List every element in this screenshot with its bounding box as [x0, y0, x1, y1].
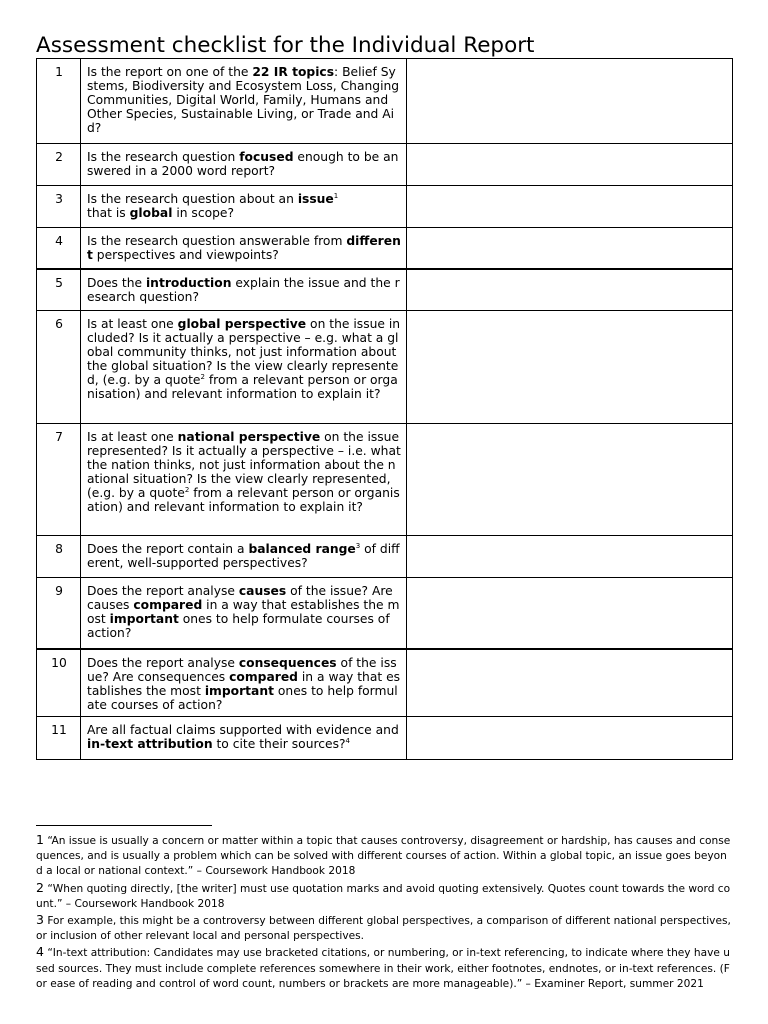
- check-response-cell[interactable]: [407, 144, 733, 186]
- checklist-row: [37, 536, 733, 578]
- footnote: [36, 944, 732, 992]
- page-title: Assessment checklist for the Individual Report: [36, 33, 535, 58]
- check-response-cell[interactable]: [407, 536, 733, 578]
- question-text: Does the: [87, 275, 146, 290]
- question-emphasis: 22 IR topics: [252, 65, 335, 79]
- item-question: [81, 228, 407, 269]
- item-question: [81, 578, 407, 649]
- question-emphasis: balanced range: [248, 542, 356, 556]
- question-text: Is at least one: [87, 317, 178, 331]
- item-number: 8: [37, 536, 81, 578]
- check-response-cell[interactable]: [407, 578, 733, 649]
- question-text: that is: [87, 206, 130, 221]
- footnote-text: “In-text attribution: Candidates may use bracketed citations, or numbering, or in-text referencing, to indicate where they have used sources. They must include complete references somewhere in their work, either footnotes, endnotes, or in-text references. (For ease of reading and control of word count, numbers or brackets are more manageable).” – Examiner Report, summer 2021: [36, 947, 731, 990]
- question-text: of different, well-supported perspectives?: [87, 542, 400, 571]
- footnote-text: “When quoting directly, [the writer] must use quotation marks and avoid quoting extensively. Quotes count towards the word count.” – Coursework Handbook 2018: [36, 882, 731, 910]
- footnote-number: 2: [36, 879, 44, 895]
- item-number: 2: [37, 144, 81, 186]
- question-emphasis: in-text attribution: [87, 737, 213, 752]
- question-text: from a relevant person or organisation) and relevant information to explain it?: [87, 373, 398, 402]
- footnote-ref: 3: [355, 542, 361, 550]
- checklist-row: [37, 269, 733, 311]
- checklist-row: [37, 59, 733, 144]
- item-question: [81, 269, 407, 311]
- item-question: [81, 424, 407, 536]
- item-question: [81, 144, 407, 186]
- item-number: 10: [37, 649, 81, 717]
- question-text: Does the report contain a: [87, 542, 249, 556]
- question-text: to cite their sources?: [212, 737, 346, 752]
- question-text: Is the research question answerable from: [87, 234, 347, 248]
- question-emphasis: focused: [239, 150, 294, 164]
- question-text: on the issue included? Is it actually a perspective – e.g. what a global community thinks, not just information about the global situation? Is the view clearly represented, (e.g. by a quote: [87, 317, 401, 388]
- question-text: Is the research question about an: [87, 192, 298, 206]
- item-number: 7: [37, 424, 81, 536]
- item-question: [81, 186, 407, 228]
- item-number: 3: [37, 186, 81, 228]
- question-text: from a relevant person or organisation) and relevant information to explain it?: [87, 486, 400, 515]
- question-emphasis: issue: [297, 192, 334, 206]
- item-question: [81, 536, 407, 578]
- question-emphasis: important: [109, 612, 179, 627]
- question-emphasis: global: [129, 206, 173, 221]
- question-text: Is the research question: [87, 150, 240, 164]
- check-response-cell[interactable]: [407, 311, 733, 424]
- footnote-number: 3: [36, 912, 44, 928]
- question-text: in a way that establishes the most: [87, 669, 401, 698]
- check-response-cell[interactable]: [407, 59, 733, 144]
- footnote-number: 1: [36, 832, 44, 847]
- footnote: [36, 880, 732, 912]
- checklist-row: [37, 424, 733, 536]
- footnote-ref: 2: [184, 486, 190, 495]
- checklist-row: [37, 144, 733, 186]
- question-text: enough to be answered in a 2000 word report?: [87, 150, 399, 179]
- footnote-text: “An issue is usually a concern or matter within a topic that causes controversy, disagreement or hardship, has causes and consequences, and is usually a problem which can be solved with different courses of action. Within a global topic, an issue goes beyond a local or national context.” – Coursework Handbook 2018: [36, 835, 731, 878]
- question-text: in scope?: [172, 206, 235, 221]
- footnote: [36, 832, 732, 880]
- question-emphasis: compared: [133, 598, 203, 613]
- item-question: [81, 717, 407, 760]
- question-text: on the issue represented? Is it actually a perspective – i.e. what the nation thinks, not just information about the national situation? Is the view clearly represented, (e.g. by a quote: [87, 430, 401, 501]
- checklist-row: [37, 186, 733, 228]
- check-response-cell[interactable]: [407, 717, 733, 760]
- question-emphasis: consequences: [238, 655, 337, 670]
- item-number: 6: [37, 311, 81, 424]
- item-question: [81, 59, 407, 144]
- item-number: 5: [37, 269, 81, 311]
- question-text: Is at least one: [87, 430, 178, 444]
- footnote-separator: [36, 825, 212, 826]
- footnote-number: 4: [36, 944, 44, 960]
- footnote-text: For example, this might be a controversy between different global perspectives, a comparison of different national perspectives, or inclusion of other relevant local and personal perspectives.: [36, 915, 731, 943]
- question-text: explain the issue and the research question?: [87, 275, 400, 304]
- question-emphasis: important: [204, 683, 274, 698]
- question-text: Is the report on one of the: [87, 65, 253, 79]
- footnote-ref: 2: [200, 373, 205, 382]
- question-text: ones to help formulate courses of action?: [87, 612, 390, 641]
- footnote-ref: 1: [333, 192, 339, 200]
- checklist-body: [37, 59, 733, 760]
- footnote-ref: 4: [345, 737, 351, 746]
- check-response-cell[interactable]: [407, 649, 733, 717]
- item-number: 11: [37, 717, 81, 760]
- question-text: Does the report analyse: [87, 655, 239, 670]
- check-response-cell[interactable]: [407, 186, 733, 228]
- checklist-row: [37, 649, 733, 717]
- item-question: [81, 311, 407, 424]
- question-text: perspectives and viewpoints?: [92, 248, 279, 263]
- footnotes: [36, 832, 732, 992]
- checklist-table: [36, 58, 733, 760]
- item-number: 9: [37, 578, 81, 649]
- question-emphasis: compared: [229, 669, 298, 684]
- footnote: [36, 912, 732, 944]
- check-response-cell[interactable]: [407, 228, 733, 269]
- question-text: of the issue? Are causes: [87, 584, 393, 613]
- check-response-cell[interactable]: [407, 424, 733, 536]
- checklist-row: [37, 717, 733, 760]
- question-text: : Belief Systems, Biodiversity and Ecosystem Loss, Changing Communities, Digital World, Family, Humans and Other Species, Sustainable Living, or Trade and Aid?: [87, 65, 400, 136]
- question-text: ones to help formulate courses of action?: [87, 683, 398, 712]
- checklist-row: [37, 311, 733, 424]
- question-text: of the issue? Are consequences: [87, 655, 397, 684]
- checklist-row: [37, 578, 733, 649]
- item-question: [81, 649, 407, 717]
- checklist-row: [37, 228, 733, 269]
- question-text: in a way that establishes the most: [87, 598, 400, 627]
- question-text: Does the report analyse: [87, 584, 239, 598]
- question-emphasis: national perspective: [177, 430, 321, 444]
- question-emphasis: causes: [238, 584, 287, 598]
- item-number: 4: [37, 228, 81, 269]
- check-response-cell[interactable]: [407, 269, 733, 311]
- question-emphasis: global perspective: [177, 317, 307, 331]
- question-text: Are all factual claims supported with evidence and: [87, 723, 399, 737]
- question-emphasis: different: [87, 234, 401, 263]
- item-number: 1: [37, 59, 81, 144]
- question-emphasis: introduction: [145, 275, 232, 290]
